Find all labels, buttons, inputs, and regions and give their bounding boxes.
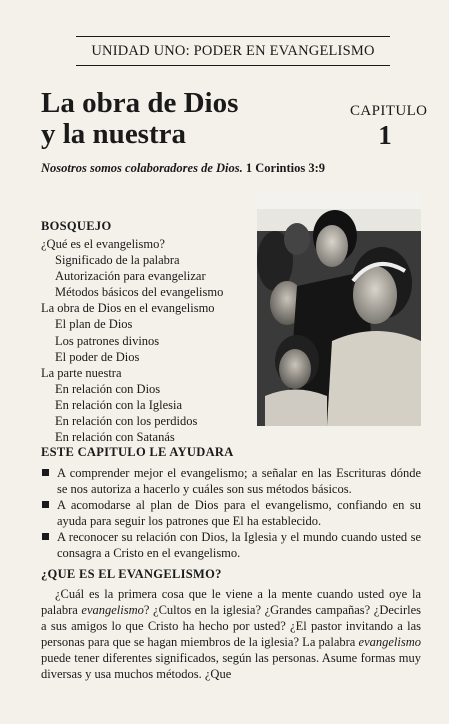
goal-text: A acomodarse al plan de Dios para el evangelismo, confiando en su ayuda para seguir los patrones que El ha establecido. <box>57 498 421 528</box>
outline-item: ¿Qué es el evangelismo? <box>41 237 165 251</box>
outline-item: Significado de la palabra <box>55 253 180 268</box>
epigraph-quote: Nosotros somos colaboradores de Dios. <box>41 161 243 175</box>
outline-item: El plan de Dios <box>55 317 133 332</box>
emphasis: evangelismo <box>358 635 421 650</box>
text-run: ? ¿Cultos en la iglesia? ¿Grandes campañas? ¿Decirles a sus amigos lo que Cristo ha hecho por usted? ¿El pastor invitando a las personas para que se hagan miembros de la iglesia? La palabra <box>41 603 422 650</box>
body-text <box>41 586 421 683</box>
outline-heading: BOSQUEJO <box>41 219 112 233</box>
outline-item: El poder de Dios <box>55 349 140 364</box>
goal-text: A reconocer su relación con Dios, la Iglesia y el mundo cuando usted se consagra a Cristo en el evangelismo. <box>57 530 421 560</box>
text-run: ¿Cuál es la primera cosa que le viene a la mente cuando usted oye la palabra <box>41 587 421 618</box>
outline-item: Autorización para evangelizar <box>55 269 206 284</box>
bullet-square-icon <box>42 501 49 508</box>
photo-illustration <box>257 191 421 426</box>
outline-item: En relación con Satanás <box>55 430 175 445</box>
chapter-title <box>41 88 331 150</box>
text-run: puede tener diferentes significados, según las personas. Asume formas muy diversas y usa muchos métodos. ¿Que <box>41 651 421 682</box>
outline-item: En relación con la Iglesia <box>55 397 183 412</box>
goals-heading: ESTE CAPITULO LE AYUDARA <box>41 445 234 459</box>
chapter-number: 1 <box>378 120 392 150</box>
outline-item: La obra de Dios en el evangelismo <box>41 301 215 316</box>
epigraph <box>41 161 431 176</box>
bullet-square-icon <box>42 533 49 540</box>
title-line-1: La obra de Dios <box>41 87 239 119</box>
outline-item: Métodos básicos del evangelismo <box>55 285 224 300</box>
outline-item: En relación con los perdidos <box>55 414 198 429</box>
goals-list <box>41 465 421 561</box>
section-heading: ¿QUE ES EL EVANGELISMO? <box>41 567 222 581</box>
goal-item <box>41 497 421 529</box>
title-line-2: y la nuestra <box>41 118 186 150</box>
epigraph-reference: 1 Corintios 3:9 <box>245 161 326 175</box>
goal-item <box>41 465 421 497</box>
photo-singing-congregation <box>257 191 421 426</box>
outline-item: La parte nuestra <box>41 365 122 380</box>
goal-text: A comprender mejor el evangelismo; a señalar en las Escrituras dónde se nos autoriza a hacerlo y cuáles son sus métodos básicos. <box>57 466 421 496</box>
paragraph-1 <box>41 586 421 683</box>
goal-item <box>41 529 421 561</box>
outline-item: En relación con Dios <box>55 381 161 396</box>
unit-heading: UNIDAD UNO: PODER EN EVANGELISMO <box>76 36 390 66</box>
outline-item: Los patrones divinos <box>55 333 160 348</box>
chapter-label: CAPITULO <box>350 103 428 119</box>
bullet-square-icon <box>42 469 49 476</box>
outline-list <box>41 236 271 445</box>
emphasis: evangelismo <box>81 603 144 618</box>
